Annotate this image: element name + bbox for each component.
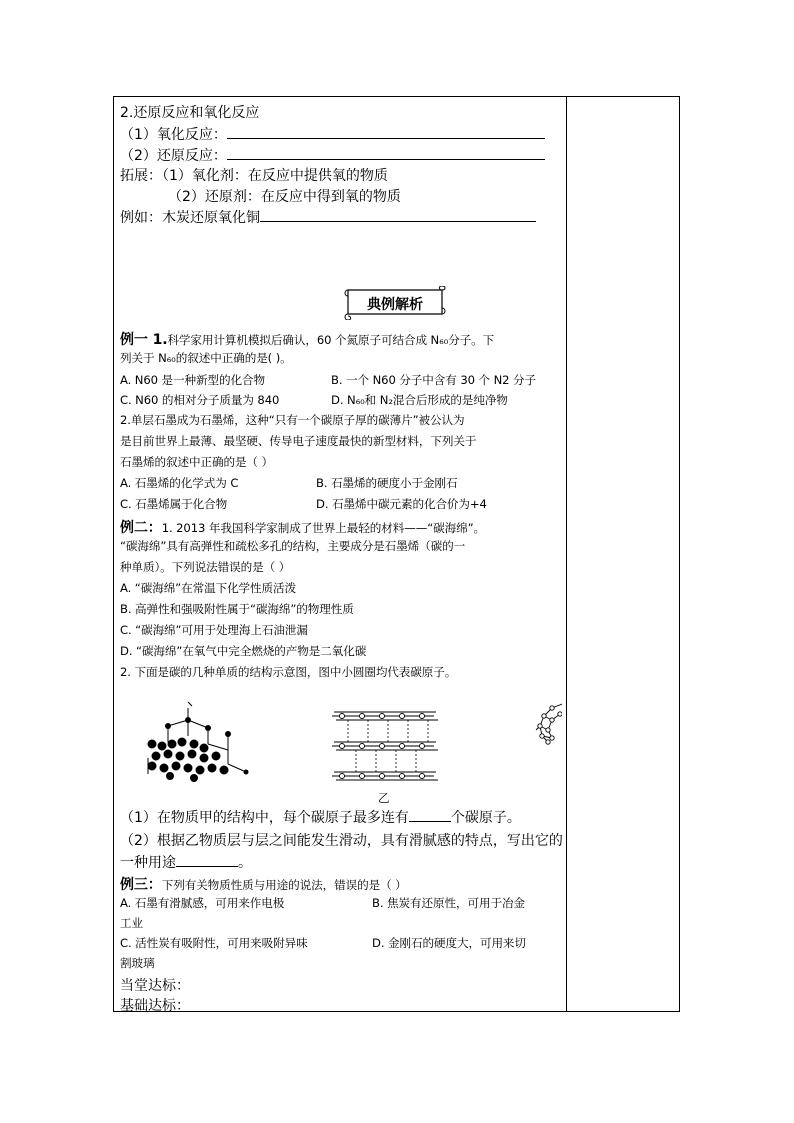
ex1-q2-line3: 石墨烯的叙述中正确的是（ ） <box>120 455 274 469</box>
ex2-q1-line3: 种单质）。下列说法错误的是（ ） <box>120 560 291 574</box>
ex3-option-b-cont: 工业 <box>120 916 143 930</box>
ex2-q1-option-a: A. “碳海绵”在常温下化学性质活泼 <box>120 581 297 595</box>
sub1-blank[interactable] <box>409 809 451 822</box>
ex1-q2-option-c: C. 石墨烯属于化合物 <box>120 497 228 511</box>
ex1-q1-option-b: B. 一个 N60 分子中含有 30 个 N2 分子 <box>331 373 537 387</box>
section-title: 2.还原反应和氧化反应 <box>120 105 260 121</box>
ex1-q1-line1: 例一 1.科学家用计算机模拟后确认，60 个氮原子可结合成 N₆₀分子。下 <box>120 332 495 348</box>
ex2-heading: 例二： <box>120 520 162 536</box>
worksheet-table <box>113 96 680 1012</box>
ex3-line1: 例三：下列有关物质性质与用途的说法，错误的是（ ） <box>120 877 407 893</box>
c60-partial-figure <box>532 700 562 748</box>
practice-heading: 当堂达标： <box>120 978 190 994</box>
ex3-option-d: D. 金刚石的硬度大，可用来切 <box>372 936 526 950</box>
reduction-line <box>120 145 545 165</box>
ex1-q1-option-c: C. N60 的相对分子质量为 840 <box>120 393 280 407</box>
ex2-q1-option-b: B. 高弹性和强吸附性属于“碳海绵”的物理性质 <box>120 602 354 616</box>
ex1-q2-line2: 是目前世界上最薄、最坚硬、传导电子速度最快的新型材料，下列关于 <box>120 434 477 448</box>
example-label: 例如：木炭还原氧化铜 <box>120 210 260 226</box>
expand-line-2: （2）还原剂：在反应中得到氧的物质 <box>168 189 401 205</box>
figure-label-b: 乙 <box>378 791 390 805</box>
sub2-blank[interactable] <box>176 854 238 867</box>
reduction-label: （2）还原反应： <box>120 148 227 164</box>
oxidation-line <box>120 124 545 144</box>
example-line <box>120 207 536 227</box>
ex3-option-c: C. 活性炭有吸附性，可用来吸附异味 <box>120 936 308 950</box>
ex1-q1-option-d: D. N₆₀和 N₂混合后形成的是纯净物 <box>331 393 508 407</box>
ex1-heading: 例一 1. <box>120 332 168 348</box>
ex3-option-d-cont: 割玻璃 <box>120 956 155 970</box>
ex2-q2-intro: 2. 下面是碳的几种单质的结构示意图，图中小圆圈均代表碳原子。 <box>120 665 457 679</box>
ex3-heading: 例三： <box>120 877 162 893</box>
banner-label: 典例解析 <box>367 297 423 313</box>
expand-line-1: 拓展：（1）氧化剂：在反应中提供氧的物质 <box>120 168 388 184</box>
ex1-q2-option-b: B. 石墨烯的硬度小于金刚石 <box>316 476 458 490</box>
ex3-option-a: A. 石墨有滑腻感，可用来作电极 <box>120 896 285 910</box>
column-divider <box>566 97 567 1011</box>
banner <box>342 286 448 320</box>
ex1-q2-option-d: D. 石墨烯中碳元素的化合价为+4 <box>316 497 487 511</box>
oxidation-blank[interactable] <box>227 126 545 139</box>
graphite-structure-figure <box>328 706 440 786</box>
ex1-q2-line1: 2.单层石墨成为石墨烯，这种“只有一个碳原子厚的碳薄片”被公认为 <box>120 413 465 427</box>
ex2-q1-line2: “碳海绵”具有高弹性和疏松多孔的结构，主要成分是石墨烯（碳的一 <box>120 539 466 553</box>
ex2-q2-sub2-line1: （2）根据乙物质层与层之间能发生滑动，具有滑腻感的特点，写出它的 <box>120 833 563 849</box>
ex2-q1-option-c: C. “碳海绵”可用于处理海上石油泄漏 <box>120 623 308 637</box>
ex2-q1-option-d: D. “碳海绵”在氧气中完全燃烧的产物是二氧化碳 <box>120 644 367 658</box>
ex1-q1-option-a: A. N60 是一种新型的化合物 <box>120 373 265 387</box>
ex2-q1-line1: 例二：1. 2013 年我国科学家制成了世界上最轻的材料——“碳海绵”。 <box>120 520 486 536</box>
ex2-q2-sub1: （1）在物质甲的结构中，每个碳原子最多连有 个碳原子。 <box>120 810 521 826</box>
basic-heading: 基础达标： <box>120 998 190 1014</box>
ex3-option-b: B. 焦炭有还原性，可用于冶金 <box>372 896 525 910</box>
ex1-q1-line2: 列关于 N₆₀的叙述中正确的是( )。 <box>120 351 292 365</box>
diamond-structure-figure <box>142 698 254 784</box>
ex1-q2-option-a: A. 石墨烯的化学式为 C <box>120 476 239 490</box>
ex2-q2-sub2-line2: 一种用途 。 <box>120 855 252 871</box>
example-blank[interactable] <box>260 209 536 222</box>
oxidation-label: （1）氧化反应： <box>120 127 227 143</box>
reduction-blank[interactable] <box>227 147 545 160</box>
